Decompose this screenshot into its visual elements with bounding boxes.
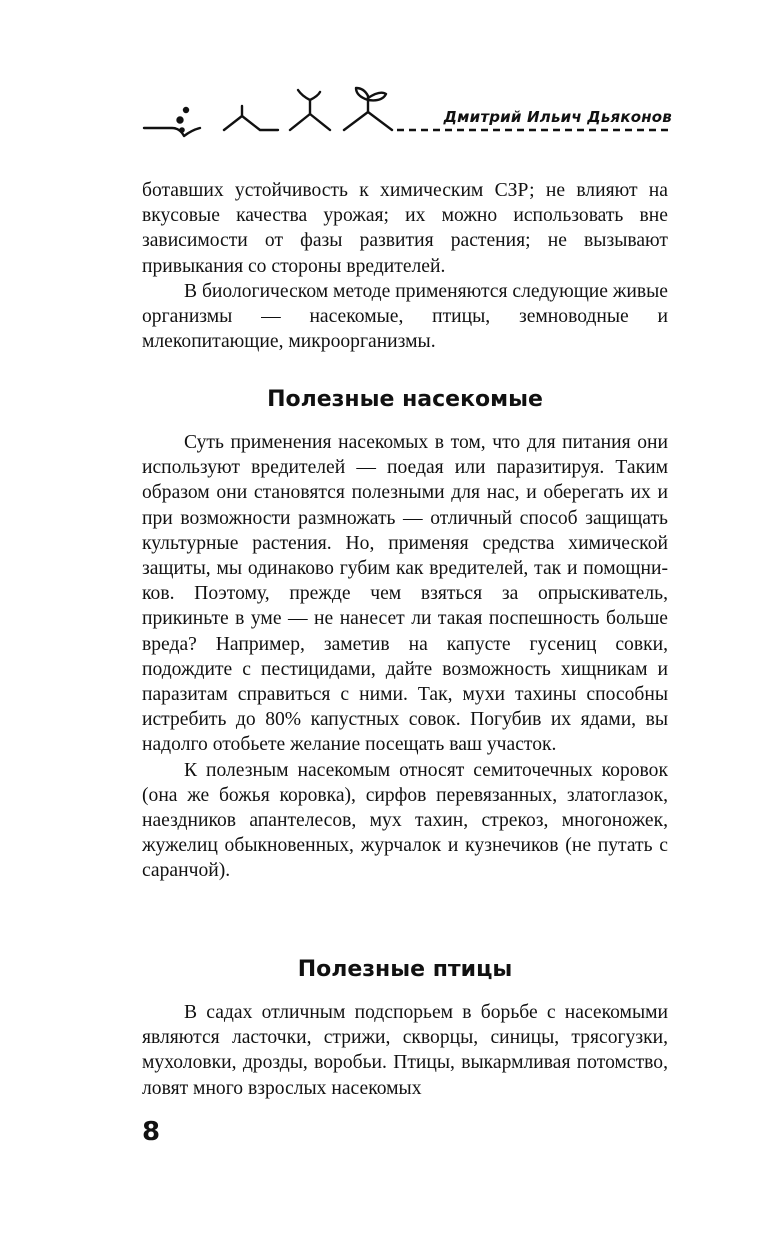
paragraph: К полезным насекомым относят семиточечных коровок (она же божья коровка), сирфов перевязанных, златоглазок, наездников апантелесов, мух тахин, стрекоз, многоножек, жужелиц обыкновенных, журчалок и кузнечиков (не путать с саранчой).	[142, 759, 668, 882]
paragraph: ботавших устойчивость к химическим СЗР; не влияют на вкусовые качества урожая; их можно использовать вне зависимости от фазы развития растения; не вызывают привыкания со стороны вредителей.	[142, 180, 668, 277]
birds-text	[142, 1000, 668, 1101]
paragraph: Суть применения насекомых в том, что для питания они используют вредителей — поедая или паразитируя. Таким образом они становятся полезными для нас, и оберегать их и при возможности размножать — отличный способ защищать культурные растения. Но, применяя средства химической защиты, мы одинаково губим как вредителей, так и помощников. Поэтому, прежде чем взяться за опрыскиватель, прикиньте в уме — не нанесет ли такая поспешность больше вреда? Например, заметив на капусте гусениц совки, подождите с пестицидами, дайте возможность хищникам и паразитам справиться с ними. Так, мухи тахины способны истребить до 80% капустных совок. Погубив их ядами, вы надолго отобьете желание посещать ваш участок.	[142, 432, 668, 756]
intro-text	[142, 178, 668, 354]
insects-text	[142, 430, 668, 884]
page-number: 8	[142, 1117, 161, 1147]
running-header	[142, 86, 672, 146]
paragraph: В садах отличным подспорьем в борьбе с насекомыми являются ласточки, стрижи, скворцы, синицы, трясогузки, мухоловки, дрозды, воробьи. Птицы, выкармливая потомство, ловят много взрослых насекомых	[142, 1002, 668, 1099]
author-name: Дмитрий Ильич Дьяконов	[443, 108, 672, 126]
section-heading-insects: Полезные насекомые	[267, 387, 543, 412]
section-heading-birds: Полезные птицы	[297, 957, 513, 982]
paragraph: В биологическом методе применяются следующие живые организмы — насекомые, птицы, земноводные и млекопитающие, микроорганизмы.	[142, 280, 669, 353]
